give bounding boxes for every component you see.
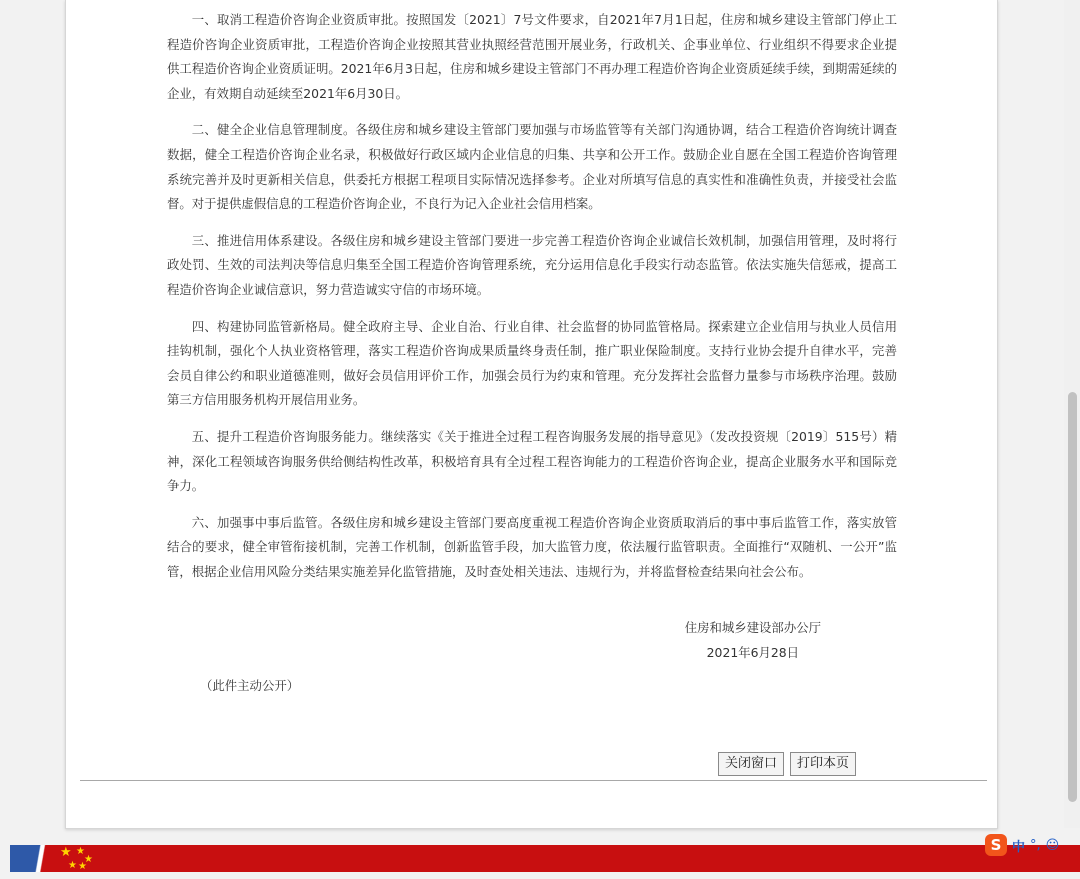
sogou-logo-icon[interactable]: S (985, 834, 1007, 856)
paragraph-4: 四、构建协同监管新格局。健全政府主导、企业自治、行业自律、社会监督的协同监管格局。探索建立企业信用与执业人员信用挂钩机制，强化个人执业资格管理，落实工程造价咨询成果质量终身责任制，推广职业保险制度。支持行业协会提升自律水平，完善会员自律公约和职业道德准则，做好会员信用评价工作，加强会员行为约束和管理。充分发挥社会监督力量参与市场秩序治理。鼓励第三方信用服务机构开展信用业务。 (167, 318, 897, 408)
document-body (167, 8, 897, 596)
issue-date: 2021年6月28日 (706, 644, 800, 660)
issuer-name: 住房和城乡建设部办公厅 (684, 620, 821, 635)
paragraph-2: 二、健全企业信息管理制度。各级住房和城乡建设主管部门要加强与市场监管等有关部门沟通协调，结合工程造价咨询统计调查数据，健全工程造价咨询企业名录，积极做好行政区域内企业信息的归集、共享和公开工作。鼓励企业自愿在全国工程造价咨询管理系统完善并及时更新相关信息，供委托方根据工程项目实际情况选择参考。企业对所填写信息的真实性和准确性负责，并接受社会监督。对于提供虚假信息的工程造价咨询企业，不良行为记入企业社会信用档案。 (167, 122, 897, 212)
star-icon: ★ (68, 860, 77, 871)
signature-block (685, 616, 821, 665)
paragraph-3: 三、推进信用体系建设。各级住房和城乡建设主管部门要进一步完善工程造价咨询企业诚信长效机制，加强信用管理，及时将行政处罚、生效的司法判决等信息归集至全国工程造价咨询管理系统，充分运用信息化手段实行动态监管。依法实施失信惩戒，提高工程造价咨询企业诚信意识，努力营造诚实守信的市场环境。 (167, 232, 897, 297)
print-page-button[interactable]: 打印本页 (790, 752, 856, 776)
star-icon: ★ (84, 854, 93, 865)
emoji-icon[interactable]: ☺ (1045, 837, 1060, 853)
ime-mode-toggle[interactable]: 中 (1012, 839, 1026, 855)
ime-toolbar[interactable] (985, 833, 1080, 857)
star-icon: ★ (76, 846, 85, 857)
flag-decoration (10, 845, 120, 872)
ime-punctuation-toggle[interactable]: °, (1030, 837, 1041, 853)
star-icon: ★ (78, 861, 87, 872)
paragraph-6: 六、加强事中事后监管。各级住房和城乡建设主管部门要高度重视工程造价咨询企业资质取消后的事中事后监管工作，落实放管结合的要求，健全审管衔接机制，完善工作机制，创新监管手段，加大监管力度，依法履行监管职责。全面推行“双随机、一公开”监管，根据企业信用风险分类结果实施差异化监管措施，及时查处相关违法、违规行为，并将监督检查结果向社会公布。 (167, 514, 897, 579)
paragraph-1: 一、取消工程造价咨询企业资质审批。按照国发〔2021〕7号文件要求，自2021年7月1日起，住房和城乡建设主管部门停止工程造价咨询企业资质审批，工程造价咨询企业按照其营业执照经营范围开展业务，行政机关、企事业单位、行业组织不得要求企业提供工程造价咨询企业资质证明。2021年6月3日起，住房和城乡建设主管部门不再办理工程造价咨询企业资质延续手续，到期需延续的企业，有效期自动延续至2021年6月30日。 (167, 12, 897, 101)
paragraph-5: 五、提升工程造价咨询服务能力。继续落实《关于推进全过程工程咨询服务发展的指导意见》（发改投资规〔2019〕515号）精神，深化工程领域咨询服务供给侧结构性改革，积极培育具有全过程工程咨询能力的工程造价咨询企业，提高企业服务水平和国际竞争力。 (167, 428, 897, 494)
close-window-button[interactable]: 关闭窗口 (718, 752, 784, 776)
public-notice: （此件主动公开） (200, 678, 300, 693)
footer-divider (80, 780, 987, 781)
document-page (65, 0, 998, 829)
scrollbar-thumb[interactable] (1068, 392, 1077, 802)
action-buttons (718, 752, 856, 776)
vertical-scrollbar[interactable] (1064, 0, 1080, 828)
star-icon: ★ (60, 845, 72, 860)
footer-banner (10, 845, 1080, 872)
